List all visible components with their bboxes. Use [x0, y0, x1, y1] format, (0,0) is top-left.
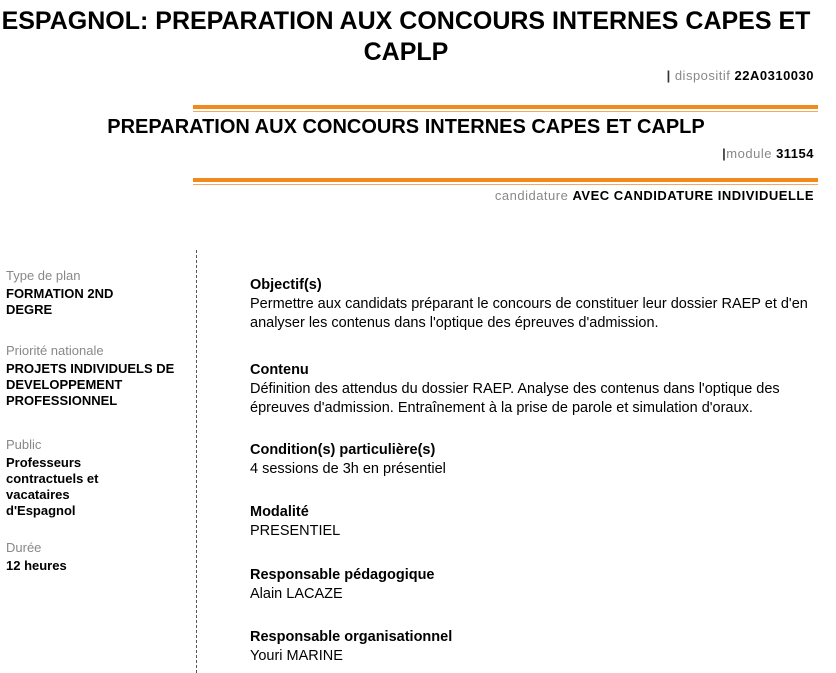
section-text: Alain LACAZE [250, 586, 343, 602]
dispositif-label: dispositif [674, 68, 731, 83]
section-text: Permettre aux candidats préparant le concours de constituer leur dossier RAEP et d'en analyser les contenus dans l'optique des épreuves d'admission. [250, 296, 808, 331]
section-heading: Objectif(s) [250, 277, 322, 293]
info-value: PROJETS INDIVIDUELS DE DEVELOPPEMENT PROFESSIONNEL [6, 361, 175, 408]
section-text: Définition des attendus du dossier RAEP. Analyse des contenus dans l'optique des épreuves d'admission. Entraînement à la prise de parole et simulation d'oraux. [250, 381, 780, 416]
section-resp-pedagogique [250, 566, 836, 604]
info-duree [6, 540, 186, 574]
info-value: FORMATION 2ND DEGRE [6, 286, 114, 317]
info-label: Public [6, 437, 42, 452]
dispositif-ref: | dispositif 22A0310030 [666, 68, 814, 83]
section-conditions [250, 441, 836, 479]
info-value: 12 heures [6, 558, 67, 573]
column-separator [196, 250, 197, 673]
section-resp-organisationnel [250, 628, 836, 666]
module-title: PREPARATION AUX CONCOURS INTERNES CAPES ET CAPLP [107, 116, 705, 138]
section-modalite [250, 503, 836, 541]
section-heading: Modalité [250, 504, 309, 520]
info-type-plan [6, 268, 186, 318]
candidature-ref [495, 188, 814, 203]
section-text: PRESENTIEL [250, 523, 341, 539]
info-label: Durée [6, 540, 42, 555]
module-value: 31154 [776, 146, 814, 161]
section-heading: Responsable organisationnel [250, 629, 453, 645]
section-heading: Condition(s) particulière(s) [250, 442, 436, 458]
section-text: 4 sessions de 3h en présentiel [250, 461, 446, 477]
page-title: ESPAGNOL: PREPARATION AUX CONCOURS INTERNES CAPES ET CAPLP [1, 7, 811, 66]
section-heading: Contenu [250, 362, 309, 378]
info-label: Priorité nationale [6, 343, 104, 358]
info-priorite [6, 343, 186, 409]
info-label: Type de plan [6, 268, 81, 283]
section-contenu [250, 361, 836, 418]
divider [193, 178, 818, 182]
section-text: Youri MARINE [250, 648, 343, 664]
section-heading: Responsable pédagogique [250, 567, 435, 583]
dispositif-value: 22A0310030 [734, 68, 814, 83]
section-objectifs [250, 276, 836, 333]
info-value: Professeurs contractuels et vacataires d'Espagnol [6, 455, 99, 518]
module-label: module [726, 146, 772, 161]
candidature-label: candidature [494, 188, 569, 203]
module-ref: |module 31154 [722, 146, 814, 161]
candidature-value: AVEC CANDIDATURE INDIVIDUELLE [572, 188, 814, 203]
info-public [6, 437, 186, 519]
divider [193, 105, 818, 109]
